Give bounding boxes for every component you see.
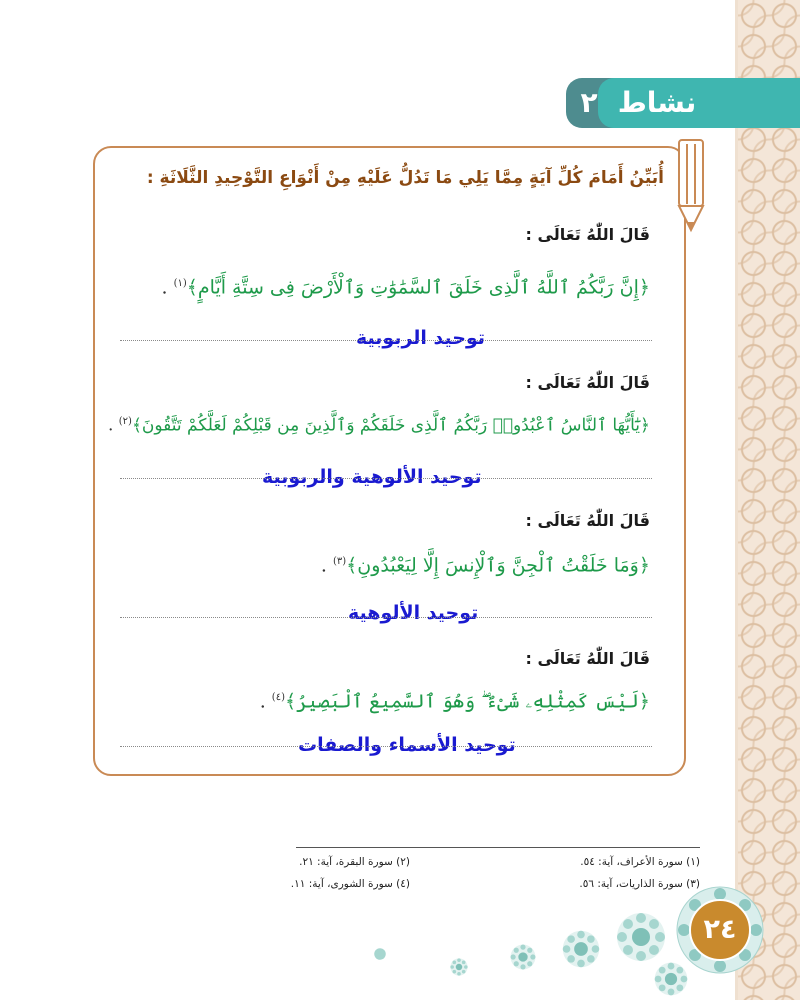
footnote-rule (296, 847, 700, 848)
rosette-icon (510, 944, 536, 970)
verse-1-ref: (١) (173, 278, 187, 289)
answer-line-3 (120, 617, 652, 618)
verse-1-text: ﴿إِنَّ رَبَّكُمُ ٱللَّهُ ٱلَّذِى خَلَقَ ٱلسَّمَٰوَٰتِ وَٱلْأَرْضَ فِى سِتَّةِ أَيَّامٍ﴾ (186, 276, 650, 299)
page-number: ٢٤ (703, 914, 737, 945)
said-heading-4: قَالَ اللّٰهُ تَعَالَى : (525, 649, 650, 668)
verse-4-text: ﴿لَيْسَ كَمِثْلِهِۦ شَىْءٌ ۖ وَهُوَ ٱلسَّمِيعُ ٱلْبَصِيرُ﴾ (284, 690, 650, 713)
footnote-4: (٤) سورة الشورى، آية: ١١. (290, 878, 410, 890)
answer-3[interactable]: توحيد الألوهية (348, 602, 479, 624)
rosette-icon (374, 948, 386, 960)
rosette-icon (654, 962, 688, 996)
verse-3-text: ﴿وَمَا خَلَقْتُ ٱلْجِنَّ وَٱلْإِنسَ إِلَّا لِيَعْبُدُونِ﴾ (346, 554, 650, 577)
answer-line-1 (120, 340, 652, 341)
footnote-2: (٢) سورة البقرة، آية: ٢١. (299, 856, 410, 868)
footnote-3: (٣) سورة الذاريات، آية: ٥٦. (579, 878, 700, 890)
verse-4: ﴿لَيْسَ كَمِثْلِهِۦ شَىْءٌ ۖ وَهُوَ ٱلسَّمِيعُ ٱلْبَصِيرُ﴾$^{(٤)}$ . (259, 690, 650, 713)
verse-1: ﴿إِنَّ رَبَّكُمُ ٱللَّهُ ٱلَّذِى خَلَقَ ٱلسَّمَٰوَٰتِ وَٱلْأَرْضَ فِى سِتَّةِ أَيَّامٍ﴾$^{(١)}$ . (161, 276, 650, 299)
answer-1[interactable]: توحيد الربوبية (356, 327, 486, 349)
said-heading-2: قَالَ اللّٰهُ تَعَالَى : (525, 373, 650, 392)
verse-2: ﴿يَٰٓأَيُّهَا ٱلنَّاسُ ٱعْبُدُوا۟ رَبَّكُمُ ٱلَّذِى خَلَقَكُمْ وَٱلَّذِينَ مِن قَبْلِكُمْ لَعَلَّكُمْ تَتَّقُونَ﴾$^{(٢)}$ . (107, 415, 650, 436)
activity-title: نشاط (617, 86, 697, 119)
verse-3-ref: (٣) (332, 556, 347, 567)
decorative-border-edge (735, 0, 738, 1000)
footnote-1: (١) سورة الأعراف، آية: ٥٤. (580, 856, 700, 868)
rosette-icon (562, 930, 600, 968)
answer-line-2 (120, 478, 652, 479)
answer-2[interactable]: توحيد الألوهية والربوبية (262, 466, 482, 488)
verse-3: ﴿وَمَا خَلَقْتُ ٱلْجِنَّ وَٱلْإِنسَ إِلَّا لِيَعْبُدُونِ﴾$^{(٣)}$ . (320, 554, 650, 577)
rosette-icon (616, 912, 666, 962)
answer-4[interactable]: توحيد الأسماء والصفات (298, 734, 516, 756)
said-heading-1: قَالَ اللّٰهُ تَعَالَى : (525, 225, 650, 244)
answer-line-4 (120, 746, 652, 747)
instruction-text: أُبَيِّنُ أَمَامَ كُلِّ آيَةٍ مِمَّا يَلِي مَا تَدُلُّ عَلَيْهِ مِنْ أَنْوَاعِ التَّوْحِيدِ الثَّلَاثَةِ : (146, 168, 664, 188)
decorative-border (738, 0, 800, 1000)
pencil-icon (676, 138, 706, 234)
verse-4-ref: (٤) (271, 692, 285, 703)
said-heading-3: قَالَ اللّٰهُ تَعَالَى : (525, 511, 650, 530)
activity-number: ٢ (580, 86, 598, 119)
verse-2-ref: (٢) (118, 416, 132, 427)
rosette-icon (450, 958, 468, 976)
verse-2-text: ﴿يَٰٓأَيُّهَا ٱلنَّاسُ ٱعْبُدُوا۟ رَبَّكُمُ ٱلَّذِى خَلَقَكُمْ وَٱلَّذِينَ مِن قَبْلِكُمْ لَعَلَّكُمْ تَتَّقُونَ﴾ (131, 415, 650, 436)
